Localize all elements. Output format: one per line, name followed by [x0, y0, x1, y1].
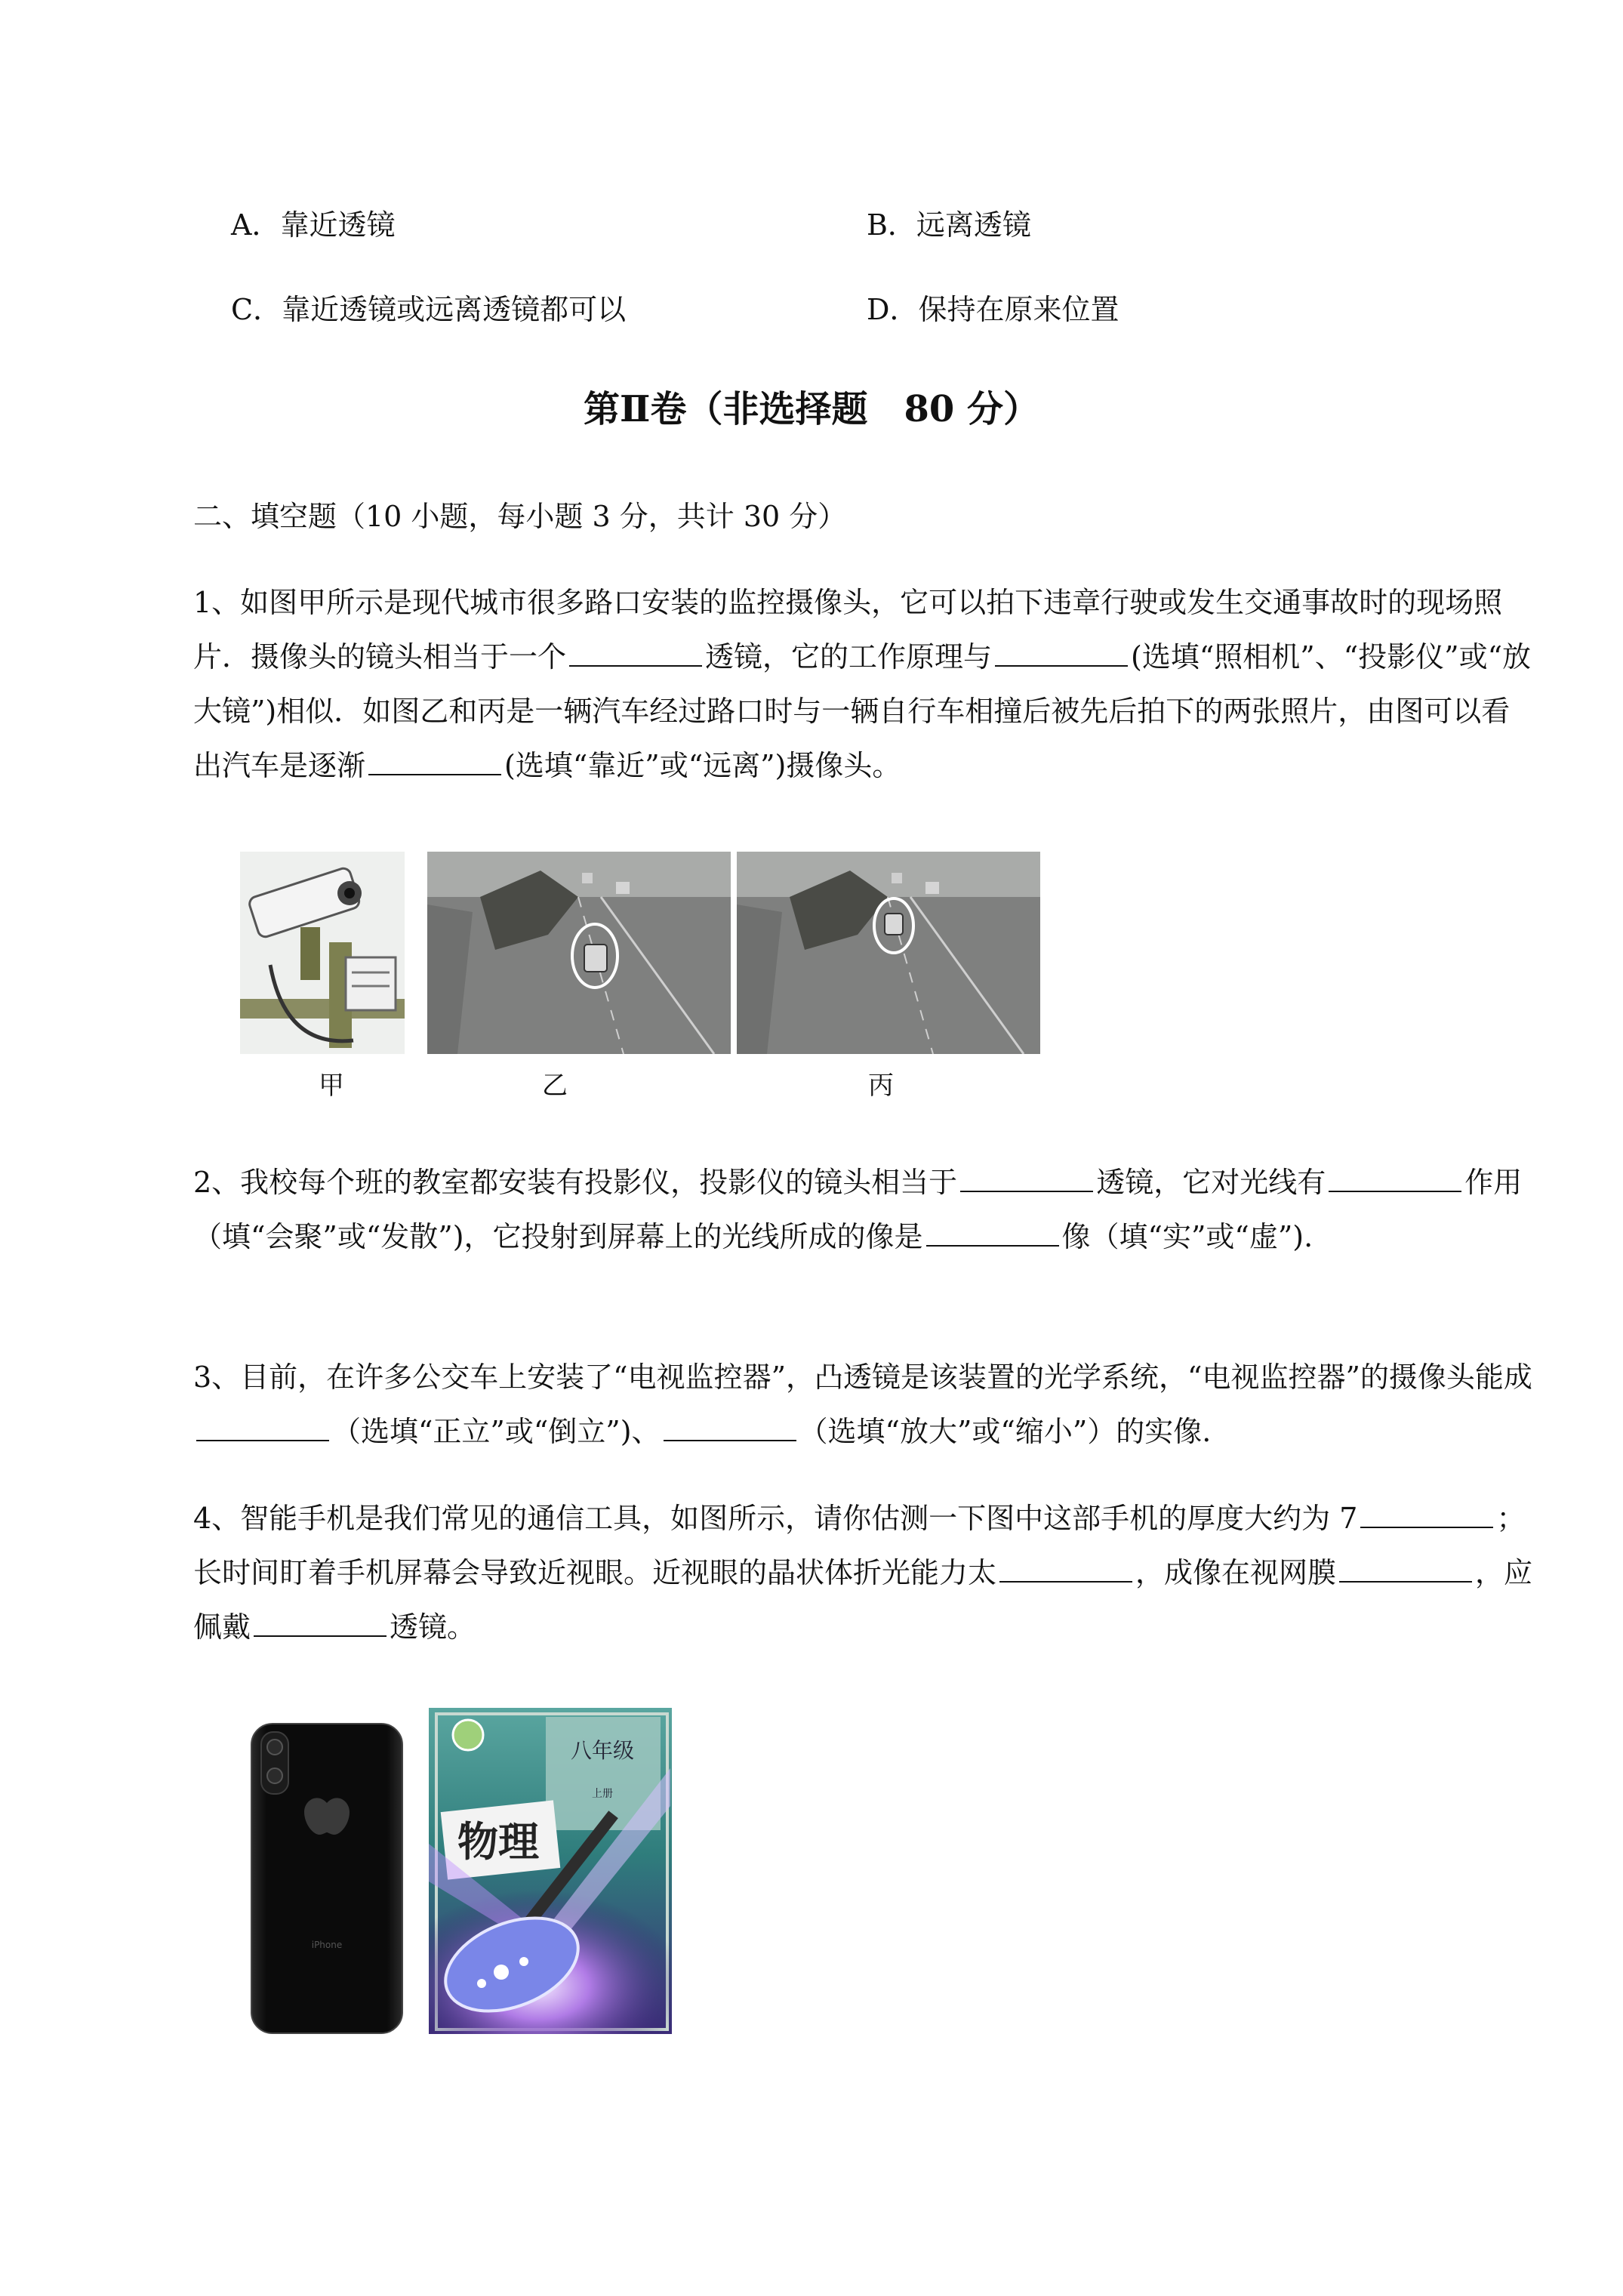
- q4-blank-2[interactable]: [999, 1555, 1132, 1583]
- surveillance-camera-photo: [240, 852, 405, 1054]
- q3-text-1: 3、目前，在许多公交车上安装了“电视监控器”，凸透镜是该装置的光学系统，“电视监控器”的摄像头能成: [193, 1361, 1532, 1394]
- question-1: [193, 575, 1537, 793]
- option-c: C．靠近透镜或远离透镜都可以: [231, 293, 627, 326]
- question-3: [193, 1350, 1537, 1459]
- q2-text-2: 透镜，它对光线有: [1096, 1166, 1326, 1199]
- q2-text-4: 像（填“实”或“虚”).: [1061, 1220, 1313, 1253]
- physics-book-cover-image: [429, 1708, 672, 2034]
- traffic-photo-c: [737, 852, 1040, 1054]
- q1-text-3: (选填“照相机”、“投影仪”或“放大镜”)相似．如图乙和丙是一辆汽车经过路口时与一辆自行车相撞后被先后拍下的两张照片，由图可以看出汽车是逐渐: [193, 640, 1531, 782]
- q4-text-3: ，成像在视网膜: [1135, 1556, 1337, 1589]
- traffic-scene-b-image: [427, 852, 731, 1054]
- q4-blank-1[interactable]: [1360, 1501, 1493, 1528]
- q2-text-3: 作用（填“会聚”或“发散”)，它投射到屏幕上的光线所成的像是: [193, 1166, 1523, 1253]
- physics-book-photo: [429, 1708, 672, 2034]
- q3-text-3: （选填“放大”或“缩小”）的实像.: [799, 1415, 1212, 1448]
- phone-brand-text: iPhone: [311, 1940, 343, 1950]
- q3-text-2: （选填“正立”或“倒立”)、: [332, 1415, 661, 1448]
- figure-label-b: 乙: [542, 1071, 568, 1101]
- section-title: 第Ⅱ卷（非选择题 80 分）: [584, 388, 1039, 430]
- q4-blank-3[interactable]: [1339, 1555, 1472, 1583]
- question-4: [193, 1491, 1537, 1654]
- q4-text-5: 透镜。: [390, 1610, 476, 1644]
- phone-icon: [249, 1721, 405, 2036]
- q1-blank-3[interactable]: [368, 748, 501, 775]
- q3-blank-2[interactable]: [664, 1414, 796, 1441]
- q2-text-1: 2、我校每个班的教室都安装有投影仪，投影仪的镜头相当于: [193, 1166, 958, 1199]
- book-title-text: 物理: [457, 1817, 539, 1866]
- option-a: A．靠近透镜: [231, 208, 396, 242]
- q2-blank-2[interactable]: [1329, 1165, 1461, 1192]
- q1-blank-2[interactable]: [995, 639, 1128, 667]
- figure-label-c: 丙: [868, 1071, 894, 1101]
- traffic-scene-c-image: [737, 852, 1040, 1054]
- q3-blank-1[interactable]: [196, 1414, 329, 1441]
- q1-text-4: (选填“靠近”或“远离”)摄像头。: [504, 749, 901, 782]
- q2-blank-3[interactable]: [926, 1219, 1059, 1247]
- figure-label-a: 甲: [319, 1071, 344, 1101]
- q1-text-1: 1、如图甲所示是现代城市很多路口安装的监控摄像头，它可以拍下违章行驶或发生交通事故时的现场照片．摄像头的镜头相当于一个: [193, 586, 1503, 673]
- q4-blank-4[interactable]: [254, 1610, 387, 1637]
- traffic-photo-b: [427, 852, 731, 1054]
- q2-blank-1[interactable]: [960, 1165, 1093, 1192]
- option-d: D．保持在原来位置: [867, 293, 1119, 326]
- q1-blank-1[interactable]: [569, 639, 702, 667]
- q4-text-1: 4、智能手机是我们常见的通信工具，如图所示，请你估测一下图中这部手机的厚度大约为 7: [193, 1502, 1358, 1535]
- smartphone-photo: [249, 1721, 405, 2036]
- q4-text-4: ，应佩戴: [193, 1556, 1533, 1644]
- part-heading: 二、填空题（10 小题，每小题 3 分，共计 30 分）: [193, 500, 847, 533]
- camera-icon: [240, 852, 405, 1054]
- book-volume-text: 上册: [592, 1788, 613, 1800]
- q4-text-2: ；长时间盯着手机屏幕会导致近视眼。近视眼的晶状体折光能力太: [193, 1502, 1526, 1589]
- q1-text-2: 透镜，它的工作原理与: [705, 640, 993, 673]
- option-b: B．远离透镜: [867, 208, 1031, 242]
- book-grade-text: 八年级: [570, 1738, 635, 1763]
- question-2: [193, 1155, 1537, 1264]
